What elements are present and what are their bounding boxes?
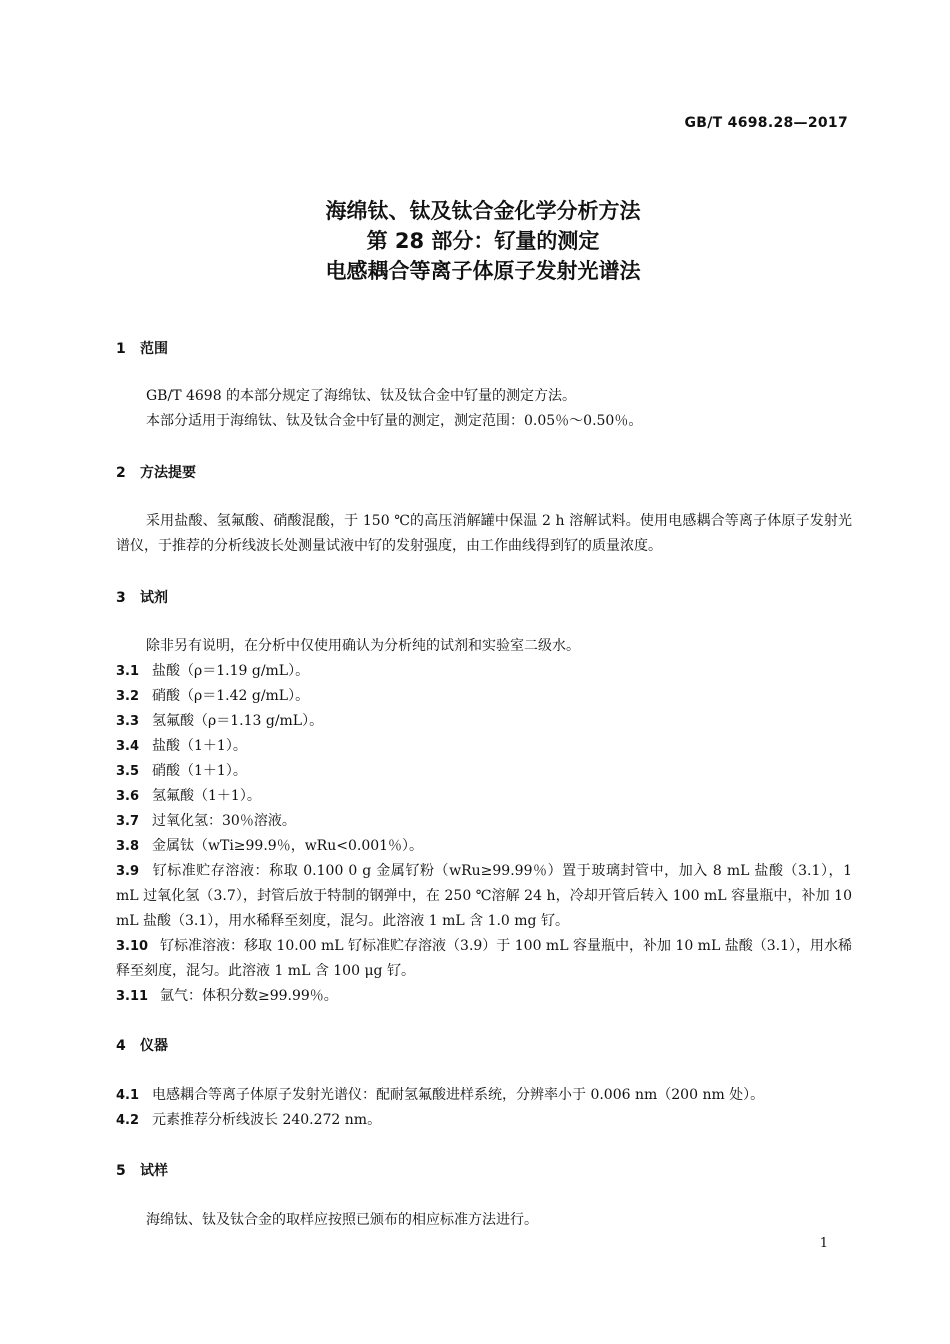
section-4-heading [116,1034,852,1058]
list-item: 3.3 氢氟酸（ρ＝1.13 g/mL）。 [116,713,324,729]
list-item: 3.10 钌标准溶液：移取 10.00 mL 钌标准贮存溶液（3.9）于 100 mL 容量瓶中，补加 10 mL 盐酸（3.1），用水稀释至刻度，混匀。此溶液 1 mL 含 100 μg 钌。 [116,938,852,979]
section-2-body [116,509,852,559]
section-number: 5 [116,1163,126,1179]
list-item: 3.6 氢氟酸（1＋1）。 [116,788,261,804]
list-item: 3.11 氩气：体积分数≥99.99％。 [116,988,338,1004]
list-item: 3.8 金属钛（wTi≥99.9％，wRu<0.001％）。 [116,838,424,854]
list-item: 3.4 盐酸（1＋1）。 [116,738,247,754]
section-title: 范围 [140,341,168,357]
list-item: 3.2 硝酸（ρ＝1.42 g/mL）。 [116,688,310,704]
paragraph: 采用盐酸、氢氟酸、硝酸混酸，于 150 ℃的高压消解罐中保温 2 h 溶解试料。使用电感耦合等离子体原子发射光谱仪，于推荐的分析线波长处测量试液中钌的发射强度，由工作曲线得到钌的质量浓度。 [116,513,852,554]
section-number: 4 [116,1038,126,1054]
section-title: 方法提要 [140,465,196,481]
section-5-heading [116,1159,852,1183]
section-3-heading [116,586,852,610]
list-item: 3.5 硝酸（1＋1）。 [116,763,247,779]
title-line-2: 第 28 部分：钌量的测定 [366,229,600,253]
title-line-3: 电感耦合等离子体原子发射光谱法 [325,259,641,283]
list-item: 3.1 盐酸（ρ＝1.19 g/mL）。 [116,663,310,679]
section-5-body [116,1208,852,1233]
title-line-1: 海绵钛、钛及钛合金化学分析方法 [325,199,641,223]
paragraph: 本部分适用于海绵钛、钛及钛合金中钌量的测定，测定范围：0.05％～0.50％。 [146,413,643,429]
section-1-body [116,384,852,434]
paragraph: 除非另有说明，在分析中仅使用确认为分析纯的试剂和实验室二级水。 [146,638,580,654]
paragraph: GB/T 4698 的本部分规定了海绵钛、钛及钛合金中钌量的测定方法。 [146,388,577,404]
section-4-body [116,1083,852,1133]
section-number: 3 [116,590,126,606]
section-number: 1 [116,341,126,357]
section-number: 2 [116,465,126,481]
section-title: 试样 [140,1163,168,1179]
document-title [0,196,950,286]
list-item: 4.1 电感耦合等离子体原子发射光谱仪：配耐氢氟酸进样系统，分辨率小于 0.006 nm（200 nm 处）。 [116,1087,765,1103]
section-1-heading [116,337,852,361]
standard-code: GB/T 4698.28—2017 [684,115,848,131]
page-number: 1 [819,1236,828,1251]
section-3-body [116,634,852,1009]
section-title: 试剂 [140,590,168,606]
list-item: 3.9 钌标准贮存溶液：称取 0.100 0 g 金属钌粉（wRu≥99.99％）置于玻璃封管中，加入 8 mL 盐酸（3.1），1 mL 过氧化氢（3.7），封管后放于特制的钢弹中，在 250 ℃溶解 24 h，冷却开管后转入 100 mL 容量瓶中，补加 10 mL 盐酸（3.1），用水稀释至刻度，混匀。此溶液 1 mL 含 1.0 mg 钌。 [116,863,852,929]
paragraph: 海绵钛、钛及钛合金的取样应按照已颁布的相应标准方法进行。 [146,1212,538,1228]
section-2-heading [116,461,852,485]
section-title: 仪器 [140,1038,168,1054]
list-item: 3.7 过氧化氢：30％溶液。 [116,813,296,829]
list-item: 4.2 元素推荐分析线波长 240.272 nm。 [116,1112,382,1128]
